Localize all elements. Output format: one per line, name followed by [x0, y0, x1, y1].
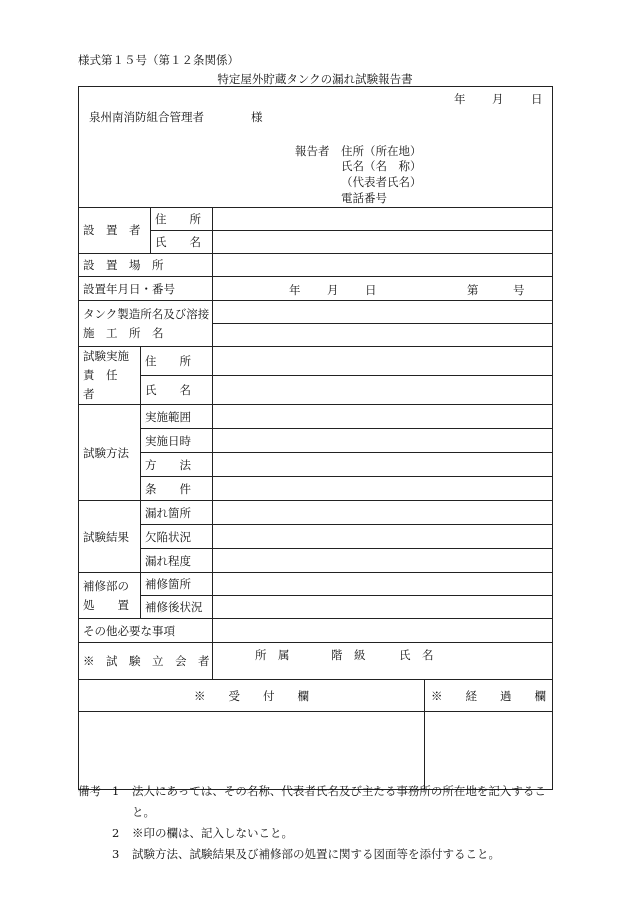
witness-name-label: 氏 名 [399, 648, 434, 662]
responsible-name-label: 氏 名 [141, 376, 213, 405]
method-datetime-field[interactable] [213, 429, 553, 453]
install-date-label: 設置年月日・番号 [79, 277, 213, 301]
reporter-label: 報告者 [295, 144, 330, 158]
install-month: 月 [327, 283, 339, 297]
progress-header: ※ 経 過 欄 [425, 680, 553, 712]
form-code: 様式第１５号（第１２条関係） [78, 53, 239, 67]
installer-name-field[interactable] [213, 231, 553, 254]
remark-number: 3 [112, 847, 120, 861]
progress-field[interactable] [425, 712, 553, 790]
reporter-representative-label: （代表者氏名） [341, 175, 422, 189]
reporter-name-label: 氏名（名 称） [341, 159, 422, 173]
repair-point-field[interactable] [213, 573, 553, 596]
remark-text: ※印の欄は、記入しないこと。 [132, 826, 293, 840]
remark-number: 1 [112, 784, 120, 798]
responsible-address-field[interactable] [213, 347, 553, 376]
result-leak-degree-field[interactable] [213, 549, 553, 573]
install-year: 年 [289, 283, 301, 297]
reporter-phone-label: 電話番号 [341, 191, 387, 205]
date-day: 日 [531, 92, 543, 106]
remark-text: 試験方法、試験結果及び補修部の処置に関する図面等を添付すること。 [132, 847, 500, 861]
other-matters-field[interactable] [213, 619, 553, 643]
installer-name-label: 氏 名 [151, 231, 213, 254]
method-datetime-label: 実施日時 [141, 429, 213, 453]
date-month: 月 [492, 92, 504, 106]
repair-after-field[interactable] [213, 596, 553, 619]
addressee: 泉州南消防組合管理者 [89, 110, 204, 124]
result-leak-point-label: 漏れ箇所 [141, 501, 213, 525]
install-date-field[interactable] [213, 277, 553, 301]
responsible-label: 試験実施責 任 者 [79, 347, 141, 405]
responsible-name-field[interactable] [213, 376, 553, 405]
header-section [79, 87, 553, 208]
witness-field[interactable] [213, 643, 553, 680]
reception-header: ※ 受 付 欄 [79, 680, 425, 712]
method-way-field[interactable] [213, 453, 553, 477]
method-conditions-field[interactable] [213, 477, 553, 501]
remark-number: 2 [112, 826, 120, 840]
responsible-address-label: 住 所 [141, 347, 213, 376]
install-number-suffix: 号 [513, 283, 525, 297]
location-label: 設 置 場 所 [79, 254, 213, 277]
result-defect-field[interactable] [213, 525, 553, 549]
reporter-address-label: 住所（所在地） [341, 144, 422, 158]
installer-label: 設 置 者 [79, 208, 151, 254]
manufacturer-field-1[interactable] [213, 301, 553, 324]
install-number-prefix: 第 [467, 283, 479, 297]
install-day: 日 [365, 283, 377, 297]
manufacturer-label: タンク製造所名及び溶接 施 工 所 名 [79, 301, 213, 347]
location-field[interactable] [213, 254, 553, 277]
method-conditions-label: 条 件 [141, 477, 213, 501]
method-range-field[interactable] [213, 405, 553, 429]
other-matters-label: その他必要な事項 [79, 619, 213, 643]
result-label: 試験結果 [79, 501, 141, 573]
repair-after-label: 補修後状況 [141, 596, 213, 619]
witness-rank-label: 階 級 [331, 648, 366, 662]
manufacturer-field-2[interactable] [213, 324, 553, 347]
method-way-label: 方 法 [141, 453, 213, 477]
witness-label: ※ 試 験 立 会 者 [79, 643, 213, 680]
installer-address-label: 住 所 [151, 208, 213, 231]
addressee-honorific: 様 [251, 110, 263, 124]
installer-address-field[interactable] [213, 208, 553, 231]
result-defect-label: 欠陥状況 [141, 525, 213, 549]
remark-text: 法人にあっては、その名称、代表者氏名及び主たる事務所の所在地を記入すること。 [132, 784, 546, 819]
remark-item [78, 823, 558, 844]
remarks [78, 781, 558, 865]
result-leak-degree-label: 漏れ程度 [141, 549, 213, 573]
reception-field[interactable] [79, 712, 425, 790]
remarks-label: 備考 [78, 784, 101, 798]
date-year: 年 [454, 92, 466, 106]
method-range-label: 実施範囲 [141, 405, 213, 429]
report-form-table [78, 86, 553, 790]
witness-affiliation-label: 所 属 [255, 648, 290, 662]
repair-label: 補修部の処 置 [79, 573, 141, 619]
repair-point-label: 補修箇所 [141, 573, 213, 596]
remark-item [78, 781, 558, 823]
remark-item [78, 844, 558, 865]
method-label: 試験方法 [79, 405, 141, 501]
result-leak-point-field[interactable] [213, 501, 553, 525]
form-title: 特定屋外貯蔵タンクの漏れ試験報告書 [217, 72, 413, 86]
